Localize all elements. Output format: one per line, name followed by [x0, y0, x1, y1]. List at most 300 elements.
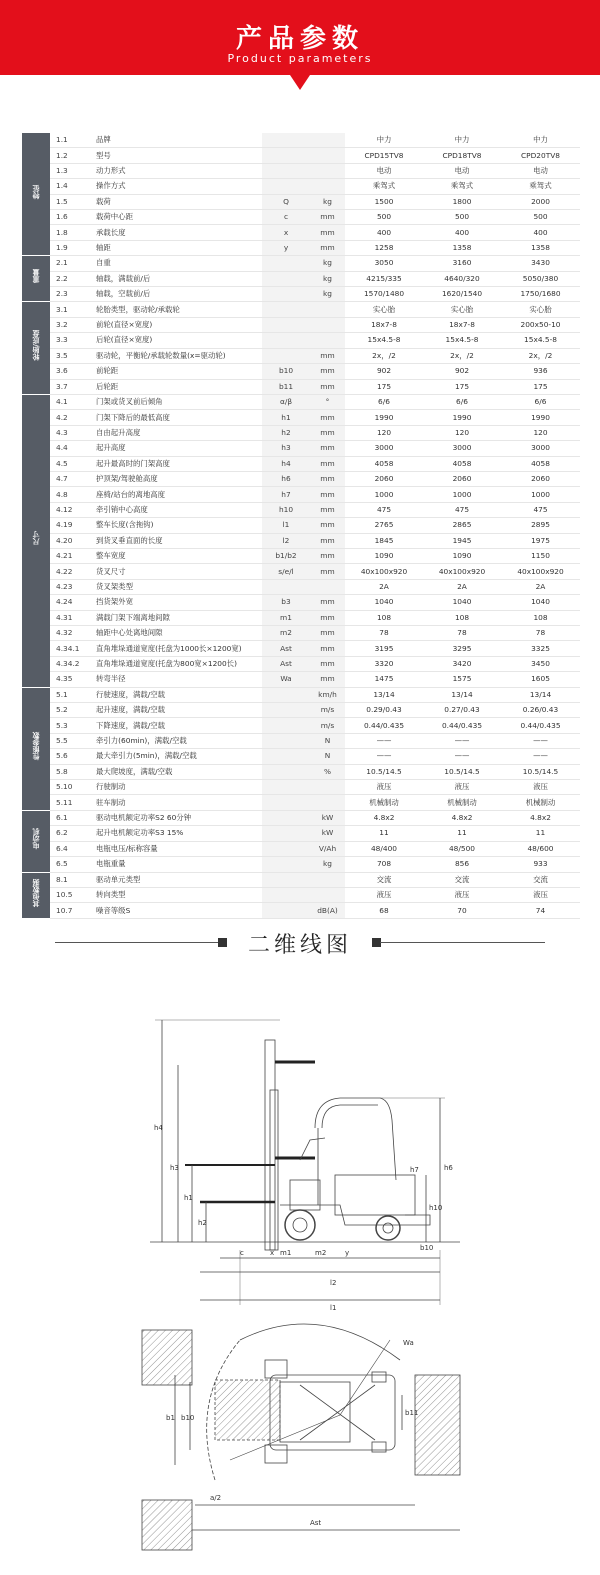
- dim-label: h10: [429, 1204, 443, 1212]
- unit: mm: [310, 240, 345, 255]
- category-text: 特征: [32, 184, 40, 199]
- value-cpd18tv8: 实心胎: [450, 304, 474, 314]
- category-text: 其他数据: [32, 878, 40, 907]
- value-cpd20tv8: 乘驾式: [529, 181, 552, 191]
- symbol: [262, 256, 310, 271]
- value-cpd15tv8: 2A: [379, 581, 389, 591]
- dim-label: m1: [280, 1249, 292, 1257]
- param-name: 驱动单元类型: [96, 874, 141, 884]
- value-cpd20tv8: 1990: [531, 412, 550, 422]
- value-cpd20tv8: 2000: [531, 196, 550, 206]
- value-cpd18tv8: 500: [454, 212, 470, 222]
- param-name: 最大牵引力(5min)，满载/空载: [96, 751, 197, 761]
- value-cpd15tv8: 3050: [374, 258, 394, 268]
- unit: mm: [310, 595, 345, 610]
- table-row: [22, 256, 580, 271]
- value-cpd18tv8: ——: [454, 751, 470, 761]
- value-cpd15tv8: 708: [376, 859, 392, 869]
- unit: mm: [310, 656, 345, 671]
- value-cpd20tv8: 2060: [531, 474, 550, 484]
- table-row: [22, 487, 580, 502]
- symbol: [262, 749, 310, 764]
- header-banner: [0, 0, 600, 90]
- unit: N: [310, 733, 345, 748]
- table-row: [22, 379, 580, 394]
- table-row: [22, 148, 580, 163]
- value-cpd15tv8: 48/400: [370, 843, 397, 853]
- table-row: [22, 533, 580, 548]
- row-number: 6.4: [56, 843, 68, 853]
- table-row: [22, 780, 580, 795]
- category-text: 尺寸: [32, 531, 40, 546]
- param-name: 转弯半径: [96, 674, 126, 684]
- symbol: [262, 872, 310, 887]
- symbol: [262, 903, 310, 918]
- param-name: 后轮(直径×宽度): [96, 335, 153, 345]
- table-row: [22, 826, 580, 841]
- unit: kg: [310, 194, 345, 209]
- table-row: [22, 194, 580, 209]
- value-cpd15tv8: 2x，/2: [372, 350, 396, 360]
- row-number: 4.8: [56, 489, 68, 499]
- value-cpd15tv8: 液压: [376, 890, 392, 900]
- row-number: 6.2: [56, 828, 68, 838]
- symbol: [262, 287, 310, 302]
- value-cpd18tv8: 78: [457, 628, 467, 638]
- row-number: 4.5: [56, 458, 68, 468]
- value-cpd20tv8: 175: [533, 381, 548, 391]
- dim-label: l1: [330, 1304, 337, 1312]
- table-row: [22, 179, 580, 194]
- table-row: [22, 764, 580, 779]
- param-name: 自由起升高度: [96, 427, 141, 437]
- symbol: [262, 348, 310, 363]
- table-row: [22, 271, 580, 286]
- value-cpd20tv8: 48/600: [527, 843, 554, 853]
- unit: kW: [310, 826, 345, 841]
- symbol: Ast: [262, 641, 310, 656]
- value-cpd18tv8: 1945: [452, 535, 472, 545]
- value-cpd20tv8: 120: [533, 427, 548, 437]
- unit: %: [310, 764, 345, 779]
- value-cpd18tv8: 10.5/14.5: [444, 766, 480, 776]
- row-number: 1.1: [56, 135, 68, 145]
- value-cpd20tv8: 1040: [531, 597, 550, 607]
- unit: [310, 872, 345, 887]
- value-cpd15tv8: 机械制动: [369, 797, 399, 807]
- row-number: 1.9: [56, 243, 68, 253]
- table-row: [22, 364, 580, 379]
- row-number: 3.2: [56, 320, 68, 330]
- unit: mm: [310, 610, 345, 625]
- symbol: x: [262, 225, 310, 240]
- row-number: 4.20: [56, 535, 73, 545]
- value-cpd20tv8: 78: [535, 628, 546, 638]
- symbol: Wa: [262, 672, 310, 687]
- row-number: 1.3: [56, 166, 68, 176]
- dim-label: Ast: [310, 1519, 322, 1527]
- table-row: [22, 626, 580, 641]
- param-name: 牵引销中心高度: [96, 504, 148, 514]
- symbol: h1: [262, 410, 310, 425]
- table-row: [22, 210, 580, 225]
- top-view-drawing: [140, 1320, 470, 1565]
- value-cpd18tv8: 2A: [457, 581, 467, 591]
- value-cpd20tv8: 0.26/0.43: [522, 705, 559, 715]
- category-text: 性能参数: [32, 732, 40, 761]
- value-cpd18tv8: ——: [454, 736, 470, 746]
- symbol: h3: [262, 441, 310, 456]
- param-name: 载荷: [96, 196, 111, 206]
- param-name: 满载门架下端离地间隙: [96, 612, 170, 622]
- table-row: [22, 672, 580, 687]
- value-cpd15tv8: 400: [376, 227, 392, 237]
- value-cpd20tv8: 15x4.5-8: [524, 335, 557, 345]
- table-row: [22, 857, 580, 872]
- param-name: 承载长度: [96, 227, 126, 237]
- category-label: [22, 302, 50, 394]
- value-cpd18tv8: 乘驾式: [450, 181, 474, 191]
- symbol: [262, 687, 310, 702]
- symbol: Ast: [262, 656, 310, 671]
- value-cpd18tv8: CPD18TV8: [442, 150, 482, 160]
- table-row: [22, 240, 580, 255]
- value-cpd20tv8: 1975: [531, 535, 550, 545]
- table-row: [22, 441, 580, 456]
- unit: mm: [310, 548, 345, 563]
- param-name: 轴距中心处离地间隙: [96, 628, 163, 638]
- value-cpd15tv8: 18x7-8: [371, 320, 397, 330]
- value-cpd18tv8: 2060: [452, 474, 472, 484]
- value-cpd20tv8: 实心胎: [529, 304, 552, 314]
- value-cpd20tv8: 74: [535, 905, 546, 915]
- param-name: 直角堆垛通道宽度(托盘为1000长×1200宽): [96, 643, 242, 653]
- table-row: [22, 425, 580, 440]
- value-cpd20tv8: 10.5/14.5: [522, 766, 559, 776]
- value-cpd15tv8: 108: [376, 612, 392, 622]
- dim-label: m2: [315, 1249, 327, 1257]
- value-cpd15tv8: 乘驾式: [372, 181, 396, 191]
- param-name: 货叉架类型: [96, 581, 133, 591]
- value-cpd20tv8: 3430: [531, 258, 550, 268]
- value-cpd20tv8: ——: [533, 736, 548, 746]
- unit: mm: [310, 471, 345, 486]
- category-label: [22, 810, 50, 872]
- value-cpd15tv8: 902: [376, 366, 392, 376]
- category-text: 电动机: [32, 828, 40, 850]
- category-label: [22, 687, 50, 810]
- value-cpd15tv8: 3000: [374, 443, 394, 453]
- row-number: 2.2: [56, 273, 68, 283]
- value-cpd18tv8: 0.27/0.43: [444, 705, 480, 715]
- param-name: 起升电机额定功率S3 15%: [96, 828, 184, 838]
- value-cpd18tv8: 机械制动: [447, 797, 477, 807]
- param-name: 前轮(直径×宽度): [96, 320, 153, 330]
- value-cpd18tv8: 1358: [452, 243, 472, 253]
- dim-label: x: [270, 1249, 275, 1257]
- row-number: 1.6: [56, 212, 68, 222]
- dim-label: l2: [330, 1279, 337, 1287]
- value-cpd20tv8: 108: [533, 612, 548, 622]
- value-cpd15tv8: 11: [379, 828, 389, 838]
- param-name: 噪音等级S: [96, 905, 131, 915]
- symbol: [262, 317, 310, 332]
- dim-label: b10: [181, 1414, 195, 1422]
- unit: mm: [310, 364, 345, 379]
- section-title: 产品参数: [235, 24, 364, 54]
- row-number: 5.6: [56, 751, 68, 761]
- value-cpd18tv8: 1800: [452, 196, 472, 206]
- value-cpd20tv8: 4.8x2: [530, 813, 551, 823]
- row-number: 10.5: [56, 890, 73, 900]
- param-name: 门架或货叉前后倾角: [96, 397, 163, 407]
- value-cpd15tv8: ——: [376, 751, 392, 761]
- table-row: [22, 795, 580, 810]
- table-row: [22, 456, 580, 471]
- value-cpd18tv8: 交流: [454, 874, 470, 884]
- dim-label: b11: [405, 1409, 419, 1417]
- table-row: [22, 564, 580, 579]
- symbol: [262, 780, 310, 795]
- value-cpd18tv8: 15x4.5-8: [445, 335, 479, 345]
- category-label: [22, 872, 50, 918]
- row-number: 6.1: [56, 813, 68, 823]
- row-number: 4.21: [56, 551, 73, 561]
- table-row: [22, 749, 580, 764]
- value-cpd18tv8: 120: [454, 427, 470, 437]
- unit: mm: [310, 456, 345, 471]
- table-row: [22, 841, 580, 856]
- symbol: [262, 302, 310, 317]
- value-cpd18tv8: 4640/320: [444, 273, 480, 283]
- param-name: 门架下降后的最低高度: [96, 412, 170, 422]
- unit: mm: [310, 210, 345, 225]
- value-cpd18tv8: 108: [454, 612, 470, 622]
- row-number: 3.1: [56, 304, 68, 314]
- unit: kW: [310, 810, 345, 825]
- param-name: 到货叉垂直面的长度: [96, 535, 163, 545]
- value-cpd20tv8: 2895: [531, 520, 550, 530]
- unit: kg: [310, 287, 345, 302]
- value-cpd15tv8: 475: [376, 504, 392, 514]
- table-row: [22, 287, 580, 302]
- param-name: 直角堆垛通道宽度(托盘为800宽×1200长): [96, 659, 237, 669]
- dim-label: a/2: [210, 1494, 222, 1502]
- param-name: 整车宽度: [96, 551, 126, 561]
- table-row: [22, 641, 580, 656]
- row-number: 5.10: [56, 782, 73, 792]
- dim-label: b10: [420, 1244, 434, 1252]
- unit: mm: [310, 626, 345, 641]
- value-cpd15tv8: 500: [376, 212, 392, 222]
- param-name: 驱动轮，平衡轮/承载轮数量(x=驱动轮): [96, 350, 226, 360]
- value-cpd20tv8: 936: [533, 366, 548, 376]
- unit: mm: [310, 564, 345, 579]
- param-name: 整车长度(含拖钩): [96, 520, 154, 530]
- unit: mm: [310, 641, 345, 656]
- value-cpd18tv8: 4.8x2: [451, 813, 473, 823]
- value-cpd15tv8: 中力: [376, 135, 392, 145]
- symbol: h2: [262, 425, 310, 440]
- unit: N: [310, 749, 345, 764]
- param-name: 自重: [96, 258, 111, 268]
- symbol: h10: [262, 502, 310, 517]
- table-row: [22, 872, 580, 887]
- row-number: 4.35: [56, 674, 73, 684]
- table-row: [22, 810, 580, 825]
- symbol: [262, 179, 310, 194]
- dim-label: b1: [166, 1414, 175, 1422]
- symbol: b1/b2: [262, 548, 310, 563]
- category-label: [22, 256, 50, 302]
- value-cpd15tv8: 68: [379, 905, 389, 915]
- drawing-title: 二维线图: [247, 933, 352, 958]
- row-number: 4.32: [56, 628, 73, 638]
- value-cpd15tv8: CPD15TV8: [364, 150, 404, 160]
- category-text: 重量: [32, 269, 40, 284]
- value-cpd15tv8: 1090: [374, 551, 394, 561]
- row-number: 4.34.1: [56, 643, 80, 653]
- value-cpd15tv8: 1258: [374, 243, 394, 253]
- row-number: 4.19: [56, 520, 73, 530]
- value-cpd20tv8: 4058: [531, 458, 550, 468]
- symbol: l2: [262, 533, 310, 548]
- side-view-drawing: [140, 1010, 470, 1315]
- row-number: 5.2: [56, 705, 68, 715]
- dim-label: c: [240, 1249, 244, 1257]
- unit: V/Ah: [310, 841, 345, 856]
- row-number: 5.8: [56, 766, 68, 776]
- symbol: [262, 579, 310, 594]
- category-label: [22, 394, 50, 687]
- symbol: h4: [262, 456, 310, 471]
- row-number: 3.6: [56, 366, 68, 376]
- row-number: 4.31: [56, 612, 73, 622]
- value-cpd18tv8: 18x7-8: [449, 320, 475, 330]
- unit: kg: [310, 271, 345, 286]
- divider-right: [380, 942, 545, 943]
- value-cpd20tv8: 200x50-10: [520, 320, 561, 330]
- value-cpd20tv8: 40x100x920: [517, 566, 564, 576]
- param-name: 下降速度，满载/空载: [96, 720, 166, 730]
- unit: m/s: [310, 718, 345, 733]
- param-name: 型号: [96, 150, 111, 160]
- value-cpd15tv8: 120: [376, 427, 392, 437]
- value-cpd18tv8: 电动: [454, 166, 470, 176]
- value-cpd18tv8: 液压: [454, 782, 470, 792]
- table-row: [22, 410, 580, 425]
- dim-label: h2: [198, 1219, 207, 1227]
- value-cpd18tv8: 3000: [452, 443, 472, 453]
- row-number: 4.24: [56, 597, 73, 607]
- value-cpd15tv8: 3320: [374, 659, 394, 669]
- symbol: [262, 795, 310, 810]
- value-cpd15tv8: 液压: [376, 782, 392, 792]
- param-name: 最大爬坡度，满载/空载: [96, 766, 173, 776]
- param-name: 轮胎类型，驱动轮/承载轮: [96, 304, 180, 314]
- symbol: b10: [262, 364, 310, 379]
- unit: [310, 163, 345, 178]
- value-cpd15tv8: 175: [376, 381, 392, 391]
- symbol: [262, 857, 310, 872]
- table-row: [22, 733, 580, 748]
- symbol: [262, 764, 310, 779]
- table-row: [22, 333, 580, 348]
- value-cpd15tv8: 1040: [374, 597, 394, 607]
- param-name: 货叉尺寸: [96, 566, 126, 576]
- symbol: [262, 826, 310, 841]
- dim-label: y: [345, 1249, 350, 1257]
- value-cpd18tv8: 40x100x920: [438, 566, 486, 576]
- param-name: 行驶速度，满载/空载: [96, 689, 166, 699]
- row-number: 1.5: [56, 196, 68, 206]
- table-row: [22, 502, 580, 517]
- symbol: [262, 718, 310, 733]
- symbol: m1: [262, 610, 310, 625]
- value-cpd20tv8: 400: [533, 227, 548, 237]
- param-name: 挡货架外宽: [96, 597, 133, 607]
- value-cpd15tv8: 交流: [376, 874, 392, 884]
- value-cpd15tv8: 10.5/14.5: [366, 766, 402, 776]
- symbol: [262, 887, 310, 902]
- value-cpd18tv8: 6/6: [456, 397, 468, 407]
- table-row: [22, 225, 580, 240]
- value-cpd20tv8: 5050/380: [522, 273, 559, 283]
- table-row: [22, 610, 580, 625]
- row-number: 4.23: [56, 581, 73, 591]
- value-cpd20tv8: 交流: [533, 874, 548, 884]
- value-cpd20tv8: 液压: [533, 890, 548, 900]
- value-cpd15tv8: 1990: [374, 412, 394, 422]
- value-cpd20tv8: 1150: [531, 551, 550, 561]
- param-name: 起升最高时的门架高度: [96, 458, 170, 468]
- unit: °: [310, 394, 345, 409]
- value-cpd20tv8: ——: [533, 751, 548, 761]
- param-name: 转向类型: [96, 890, 126, 900]
- symbol: [262, 733, 310, 748]
- value-cpd15tv8: 1570/1480: [363, 289, 405, 299]
- param-name: 座椅/站台的离地高度: [96, 489, 166, 499]
- value-cpd18tv8: 70: [457, 905, 467, 915]
- value-cpd15tv8: 电动: [376, 166, 392, 176]
- unit: mm: [310, 441, 345, 456]
- symbol: c: [262, 210, 310, 225]
- table-row: [22, 133, 580, 148]
- drawing-section-header: [0, 928, 600, 958]
- unit: kg: [310, 857, 345, 872]
- value-cpd18tv8: 11: [457, 828, 467, 838]
- param-name: 电瓶重量: [96, 859, 126, 869]
- table-row: [22, 548, 580, 563]
- value-cpd18tv8: 2865: [452, 520, 472, 530]
- table-row: [22, 471, 580, 486]
- value-cpd18tv8: 1620/1540: [441, 289, 483, 299]
- value-cpd15tv8: 实心胎: [372, 304, 396, 314]
- row-number: 4.7: [56, 474, 68, 484]
- row-number: 10.7: [56, 905, 73, 915]
- row-number: 1.4: [56, 181, 68, 191]
- unit: mm: [310, 410, 345, 425]
- table-row: [22, 656, 580, 671]
- row-number: 4.1: [56, 397, 68, 407]
- value-cpd15tv8: 40x100x920: [360, 566, 408, 576]
- symbol: s/e/l: [262, 564, 310, 579]
- value-cpd15tv8: 15x4.5-8: [367, 335, 401, 345]
- value-cpd15tv8: ——: [376, 736, 392, 746]
- unit: dB(A): [310, 903, 345, 918]
- row-number: 4.2: [56, 412, 68, 422]
- value-cpd15tv8: 1500: [374, 196, 394, 206]
